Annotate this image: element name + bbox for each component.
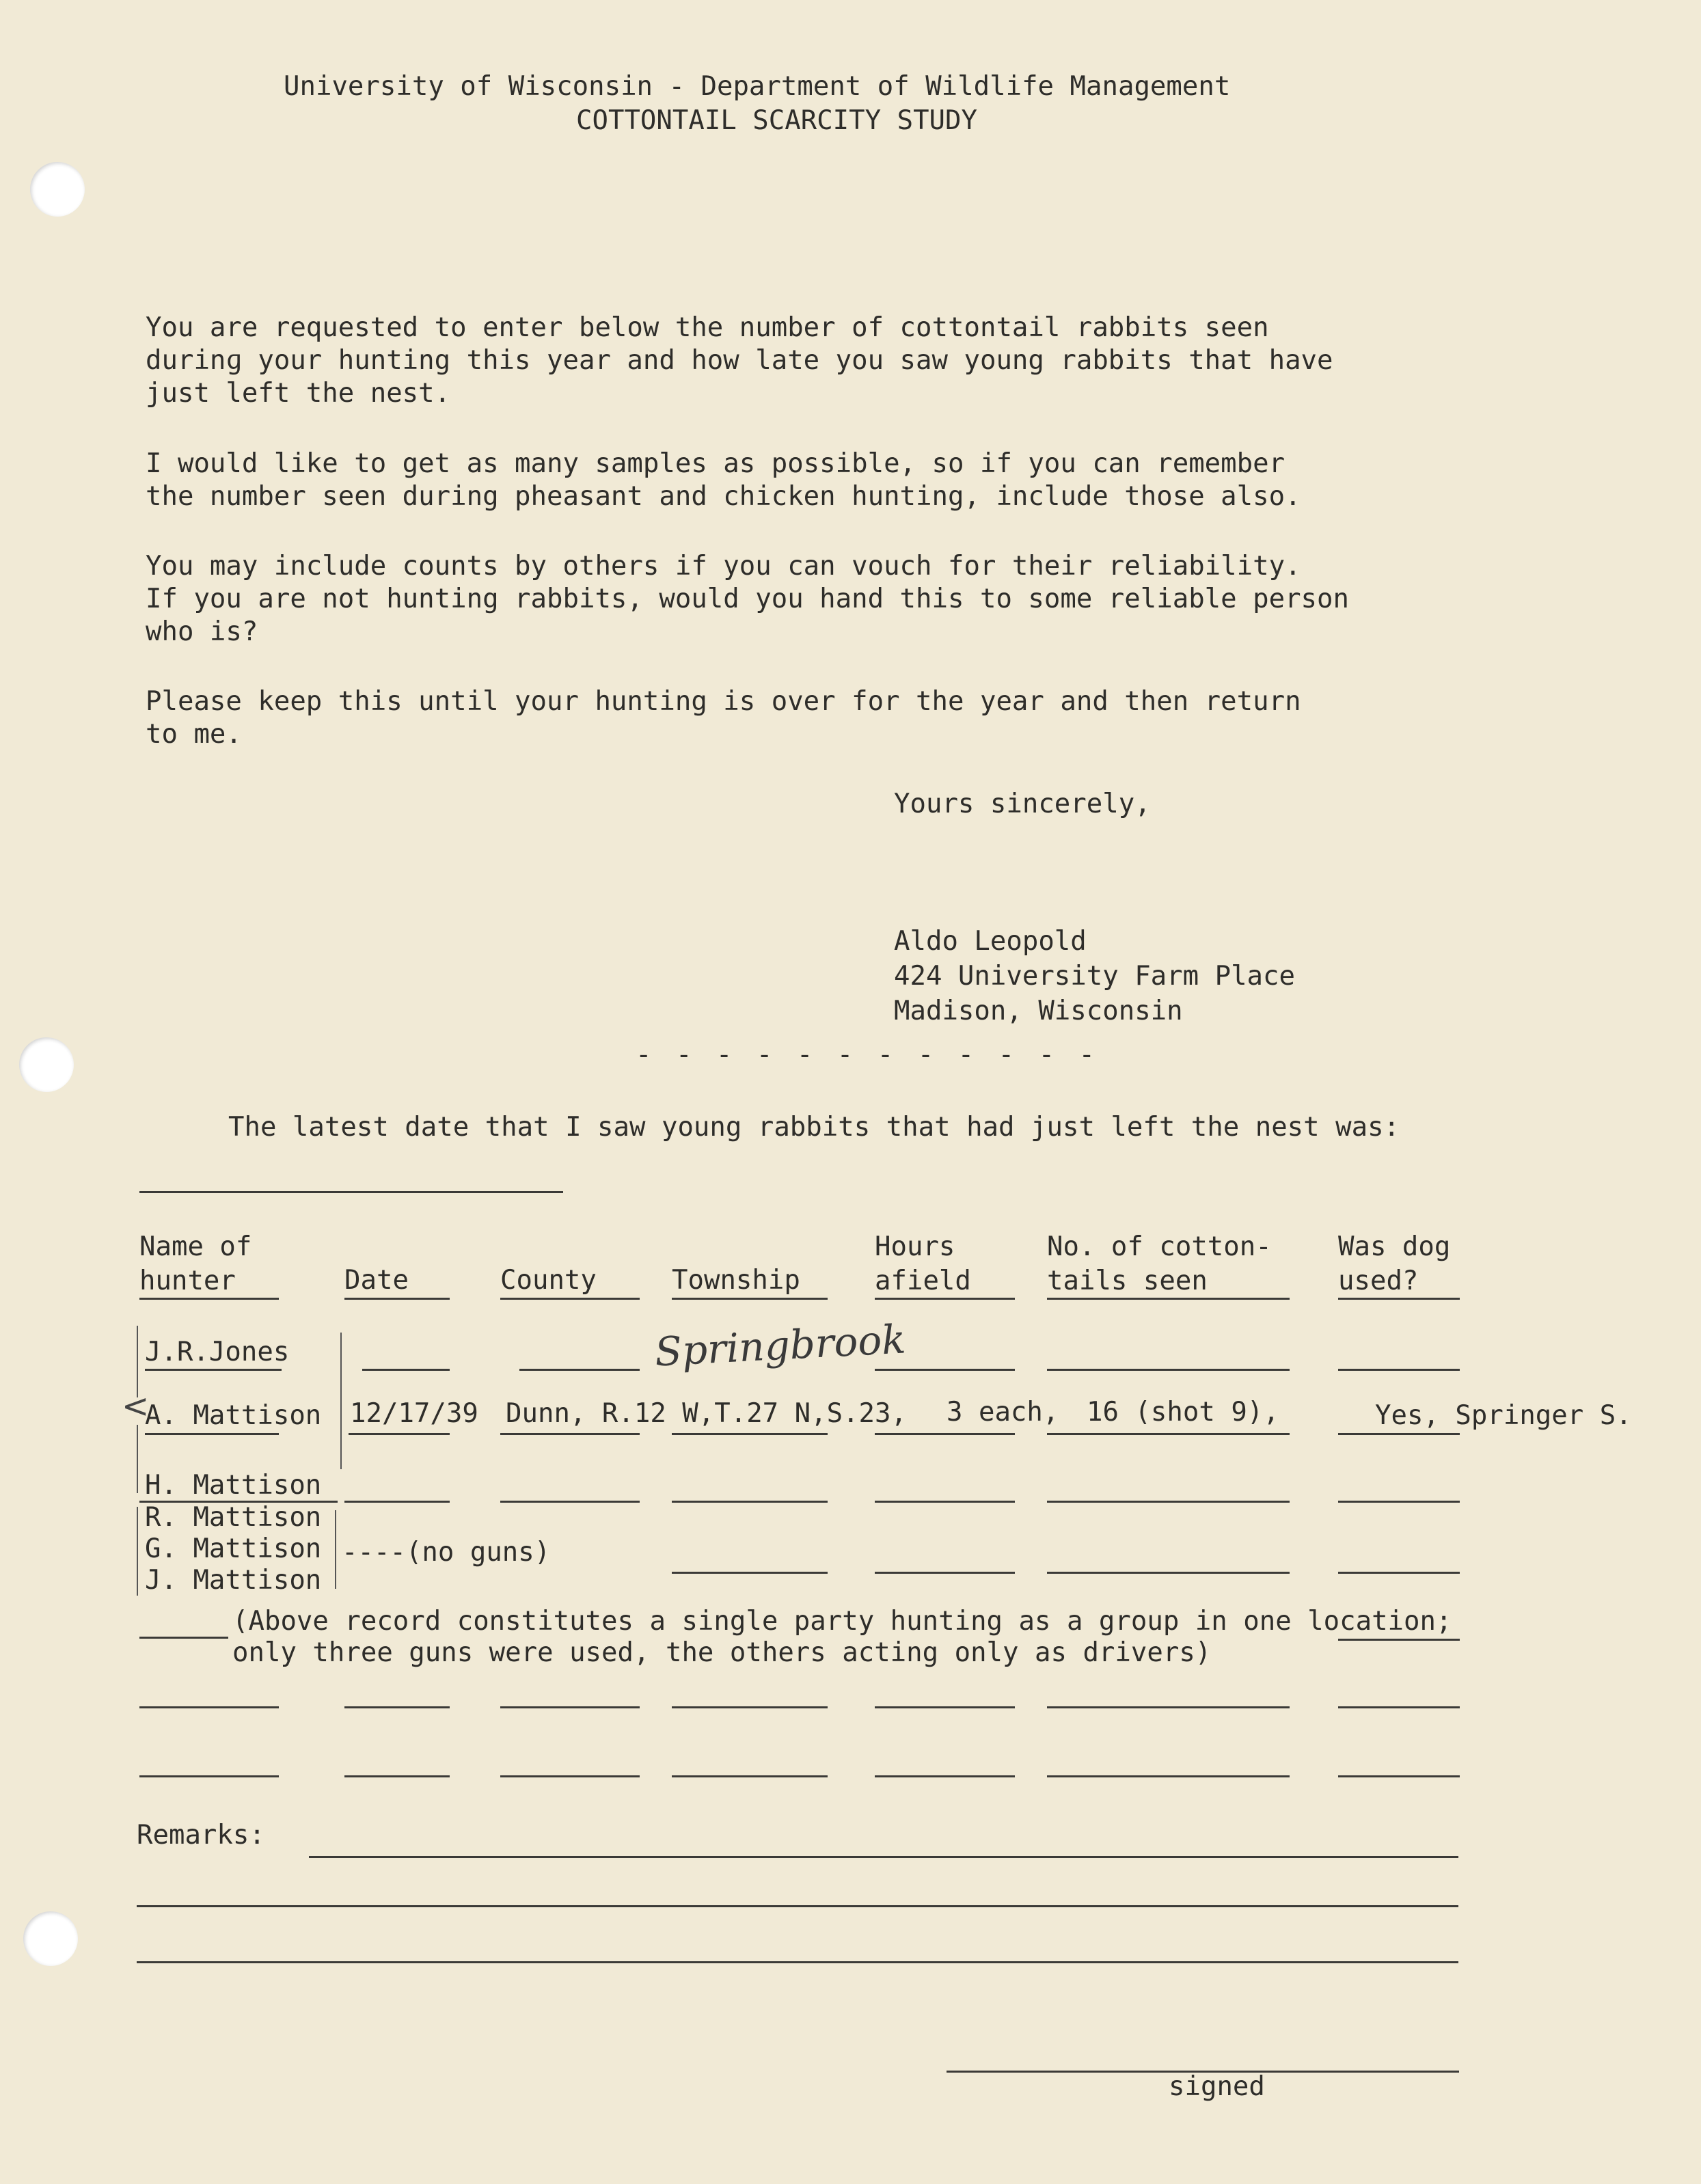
party-note: (Above record constitutes a single party hunting as a group in one location; only three guns were used, the others acting only as drivers) xyxy=(232,1606,1452,1668)
row-line xyxy=(500,1433,640,1435)
row-line xyxy=(875,1572,1015,1574)
punch-hole xyxy=(23,1911,78,1966)
row-line xyxy=(362,1369,450,1371)
row-line xyxy=(672,1501,828,1503)
row-line xyxy=(349,1433,450,1435)
blank-row-line[interactable] xyxy=(344,1706,450,1708)
row-line xyxy=(875,1369,1015,1371)
blank-row-line[interactable] xyxy=(139,1706,279,1708)
letter-paragraph-4: Please keep this until your hunting is over for the year and then return to me. xyxy=(146,686,1301,750)
blank-row-line[interactable] xyxy=(1047,1775,1290,1777)
row-2-dog: Yes, Springer S. xyxy=(1375,1400,1632,1431)
header-study-title: COTTONTAIL SCARCITY STUDY xyxy=(576,105,977,136)
brace-glyph: < xyxy=(122,1387,150,1425)
row-line xyxy=(875,1433,1015,1435)
row-line xyxy=(672,1572,828,1574)
blank-row-line[interactable] xyxy=(875,1706,1015,1708)
col-header-cottontails: No. of cotton- tails seen xyxy=(1047,1231,1272,1296)
col-header-hours: Hours afield xyxy=(875,1231,971,1296)
blank-row-line[interactable] xyxy=(1047,1706,1290,1708)
signature-block: Aldo Leopold 424 University Farm Place Madison, Wisconsin xyxy=(894,926,1295,1026)
brace-line xyxy=(335,1510,336,1589)
row-line xyxy=(500,1501,640,1503)
col-header-name: Name of hunter xyxy=(139,1231,252,1296)
row-line xyxy=(1047,1369,1290,1371)
letter-paragraph-1: You are requested to enter below the number of cottontail rabbits seen durinɡ your hunting this year and how late you saw young rabbits that have just left the nest. xyxy=(146,312,1333,409)
header-underline xyxy=(500,1298,640,1300)
row-2-hunter: A. Mattison xyxy=(145,1400,322,1431)
row-1-township-handwritten: Springbrook xyxy=(653,1315,907,1376)
remarks-line[interactable] xyxy=(309,1856,1458,1858)
col-header-date: Date xyxy=(344,1265,409,1296)
brace-line xyxy=(137,1425,138,1493)
blank-row-line[interactable] xyxy=(672,1775,828,1777)
latest-date-blank[interactable] xyxy=(139,1191,563,1193)
latest-date-question: The latest date that I saw young rabbits that had just left the nest was: xyxy=(228,1112,1400,1143)
row-line xyxy=(1338,1639,1460,1641)
col-header-dog: Was dog used? xyxy=(1338,1231,1451,1296)
row-line xyxy=(1338,1501,1460,1503)
blank-row-line[interactable] xyxy=(875,1775,1015,1777)
row-line xyxy=(1338,1369,1460,1371)
header-underline xyxy=(344,1298,450,1300)
remarks-line[interactable] xyxy=(137,1905,1458,1907)
blank-row-line[interactable] xyxy=(500,1706,640,1708)
punch-hole xyxy=(19,1037,74,1092)
header-underline xyxy=(875,1298,1015,1300)
no-guns-hunters: R. Mattison G. Mattison J. Mattison xyxy=(145,1502,322,1596)
blank-row-line[interactable] xyxy=(1338,1706,1460,1708)
col-header-county: County xyxy=(500,1265,597,1296)
brace-line xyxy=(340,1333,342,1469)
row-line xyxy=(1338,1572,1460,1574)
remarks-label: Remarks: xyxy=(137,1820,265,1851)
letter-paragraph-3: You may include counts by others if you can vouch for their reliability. If you are not hunting rabbits, would you hand this to some reliable person who is? xyxy=(146,551,1349,647)
blank-row-line[interactable] xyxy=(1338,1775,1460,1777)
row-line xyxy=(1047,1501,1290,1503)
col-header-township: Township xyxy=(672,1265,800,1296)
row-line xyxy=(1047,1572,1290,1574)
row-2-hours: 3 each, xyxy=(947,1397,1059,1428)
blank-row-line[interactable] xyxy=(672,1706,828,1708)
blank-row-line[interactable] xyxy=(344,1775,450,1777)
row-line xyxy=(1338,1433,1460,1435)
signed-label: signed xyxy=(1169,2071,1265,2102)
row-line xyxy=(145,1369,282,1371)
header-underline xyxy=(1338,1298,1460,1300)
header-underline xyxy=(1047,1298,1290,1300)
row-line xyxy=(875,1501,1015,1503)
letter-paragraph-2: I would like to get as many samples as possible, so if you can remember the number seen during pheasant and chicken hunting, include those also. xyxy=(146,448,1301,512)
brace-line xyxy=(137,1507,138,1596)
blank-row-line[interactable] xyxy=(500,1775,640,1777)
punch-hole xyxy=(30,162,85,217)
row-line xyxy=(1047,1433,1290,1435)
row-1-hunter: J.R.Jones xyxy=(145,1337,290,1367)
header-underline xyxy=(139,1298,279,1300)
header-underline xyxy=(672,1298,828,1300)
row-line xyxy=(519,1369,640,1371)
row-3-hunter: H. Mattison xyxy=(145,1470,322,1501)
row-2-cottontails: 16 (shot 9), xyxy=(1087,1397,1279,1428)
blank-row-line[interactable] xyxy=(139,1775,279,1777)
remarks-line[interactable] xyxy=(137,1961,1458,1963)
separator: - - - - - - - - - - - - xyxy=(636,1039,1100,1070)
row-line xyxy=(672,1433,828,1435)
row-2-date: 12/17/39 xyxy=(350,1398,478,1429)
no-guns-note: ----(no guns) xyxy=(342,1537,551,1568)
row-line xyxy=(344,1501,450,1503)
row-line xyxy=(145,1433,279,1435)
row-2-location: Dunn, R.12 W,T.27 N,S.23, xyxy=(506,1398,907,1429)
header-institution: University of Wisconsin - Department of Wildlife Management xyxy=(284,71,1231,102)
closing: Yours sincerely, xyxy=(894,789,1151,819)
row-line xyxy=(139,1637,228,1639)
